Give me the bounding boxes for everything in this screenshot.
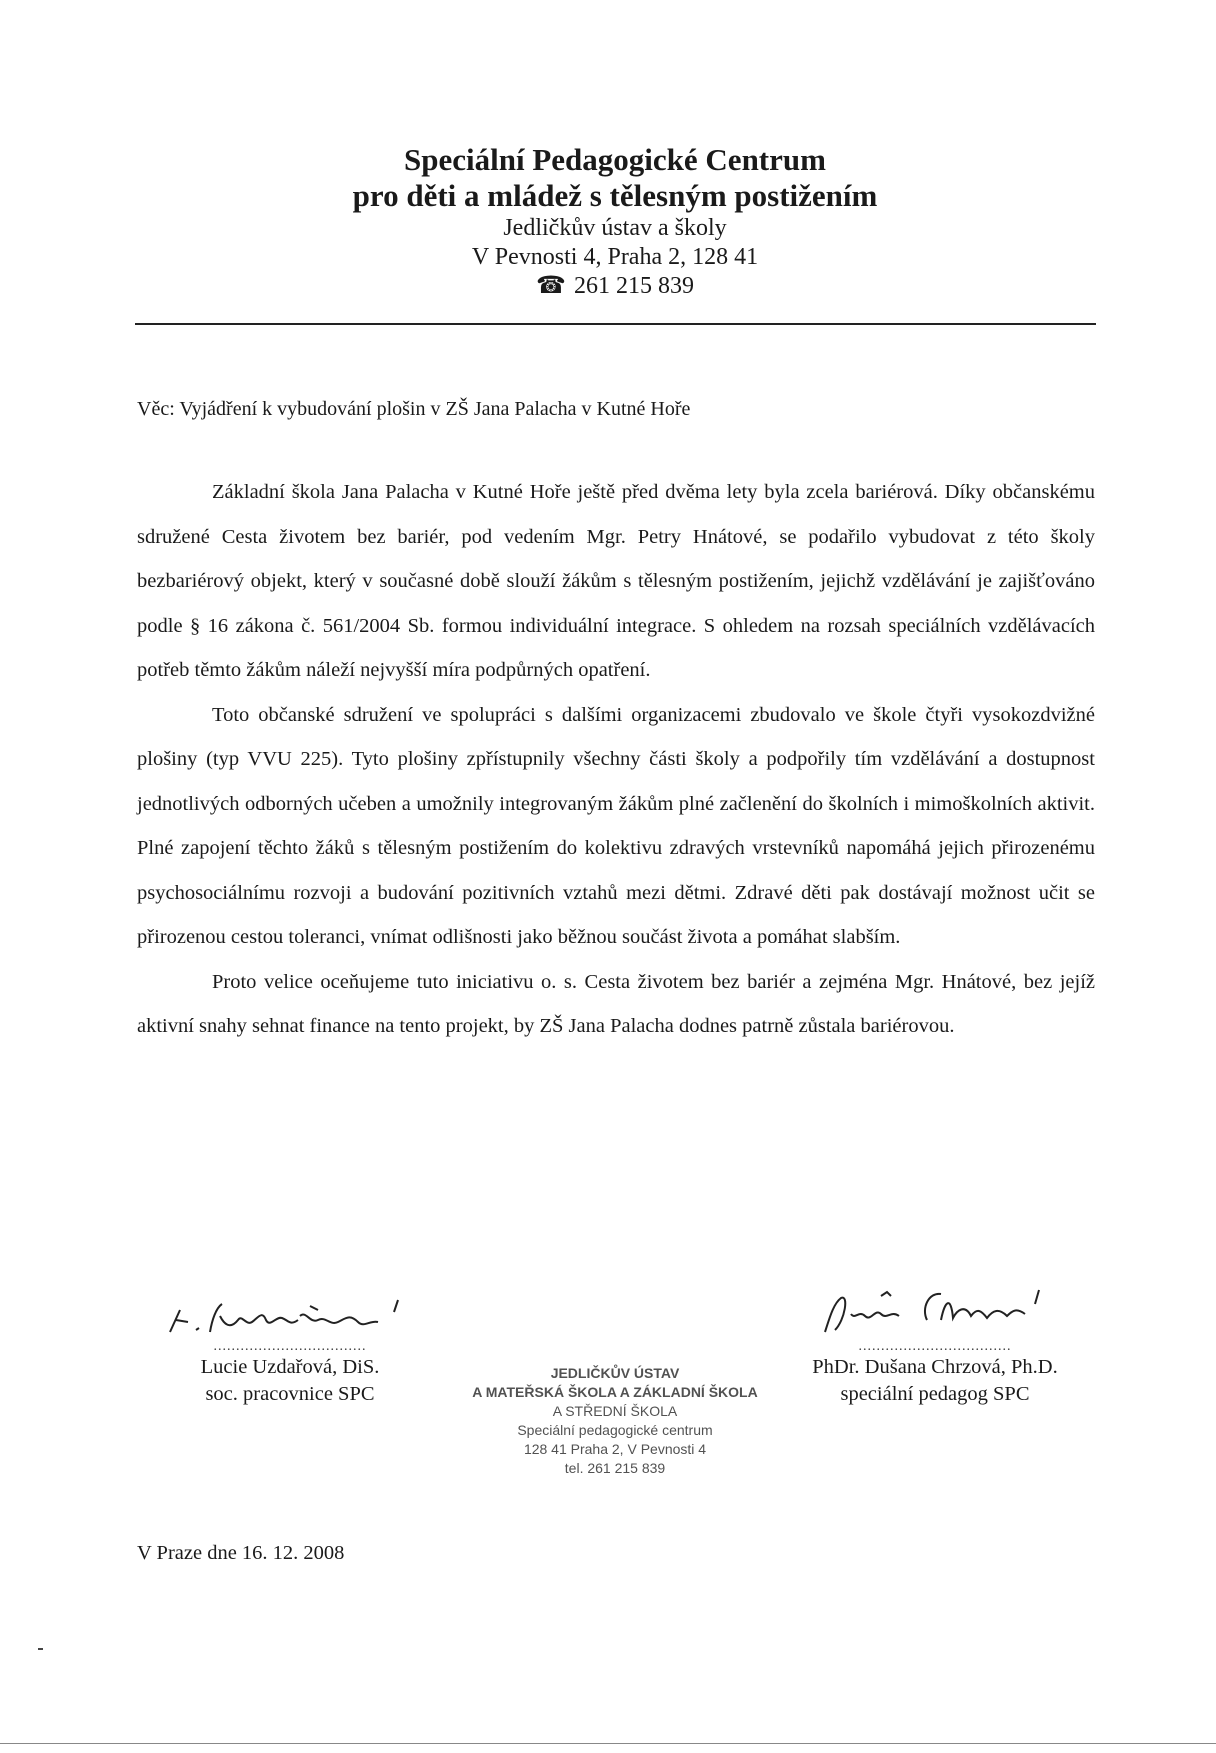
letterhead-institution: Jedličkův ústav a školy bbox=[503, 215, 727, 241]
telephone-icon: ☎ bbox=[536, 273, 566, 299]
letterhead-divider bbox=[135, 323, 1096, 325]
institution-stamp bbox=[440, 1364, 790, 1478]
signature-line-right: .................................. bbox=[858, 1339, 1012, 1354]
body-paragraph: Proto velice oceňujeme tuto iniciativu o. s. Cesta životem bez bariér a zejména Mgr. Hnátové, bez jejíž aktivní snahy sehnat finance na tento projekt, by ZŠ Jana Palacha dodnes patrně zůstala bariérovou. bbox=[137, 970, 1095, 1037]
handwritten-signature-right bbox=[795, 1280, 1075, 1340]
stamp-line: A STŘEDNÍ ŠKOLA bbox=[552, 1403, 678, 1419]
signature-line-left: .................................. bbox=[213, 1339, 367, 1354]
signature-block-right bbox=[770, 1280, 1100, 1408]
body-paragraph: Základní škola Jana Palacha v Kutné Hoře ještě před dvěma lety byla zcela bariérová. Díky občanskému sdružené Cesta životem bez bariér, pod vedením Mgr. Petry Hnátové, se podařilo vybudovat z této školy bezbariérový objekt, který v současné době slouží žákům s tělesným postižením, jejichž vzdělávání je zajišťováno podle § 16 zákona č. 561/2004 Sb. formou individuální integrace. S ohledem na rozsah speciálních vzdělávacích potřeb těmto žákům náleží nejvyšší míra podpůrných opatření. bbox=[137, 481, 1095, 681]
phone-number: 261 215 839 bbox=[573, 273, 694, 299]
stamp-line: JEDLIČKŮV ÚSTAV bbox=[550, 1365, 680, 1381]
subject-line: Věc: Vyjádření k vybudování plošin v ZŠ Jana Palacha v Kutné Hoře bbox=[137, 398, 691, 420]
stamp-line: Speciální pedagogické centrum bbox=[517, 1422, 713, 1438]
letterhead bbox=[135, 142, 1095, 301]
stamp-line: 128 41 Praha 2, V Pevnosti 4 bbox=[523, 1441, 707, 1457]
signatory-name-right: PhDr. Dušana Chrzová, Ph.D. bbox=[812, 1356, 1058, 1378]
scan-speck bbox=[38, 1648, 43, 1650]
page-bottom-edge bbox=[0, 1743, 1216, 1744]
letterhead-org-name: Speciální Pedagogické Centrum bbox=[404, 142, 826, 177]
letterhead-phone bbox=[135, 272, 1095, 301]
stamp-line: tel. 261 215 839 bbox=[564, 1460, 666, 1476]
body-paragraph: Toto občanské sdružení ve spolupráci s dalšími organizacemi zbudovalo ve škole čtyři vysokozdvižné plošiny (typ VVU 225). Tyto plošiny zpřístupnily všechny části školy a podpořily tím vzdělávání a dostupnost jednotlivých odborných učeben a umožnily integrovaným žákům plné začlenění do školních i mimoškolních aktivit. Plné zapojení těchto žáků s tělesným postižením do kolektivu zdravých vrstevníků napomáhá jejich přirozenému psychosociálnímu rozvoji a budování pozitivních vztahů mezi dětmi. Zdravé děti pak dostávají možnost učit se přirozenou cestou toleranci, vnímat odlišnosti jako běžnou součást života a pomáhat slabším. bbox=[137, 703, 1095, 948]
signatory-role-left: soc. pracovnice SPC bbox=[205, 1383, 375, 1405]
letter-date: V Praze dne 16. 12. 2008 bbox=[137, 1542, 345, 1564]
stamp-line: A MATEŘSKÁ ŠKOLA A ZÁKLADNÍ ŠKOLA bbox=[472, 1384, 758, 1400]
letterhead-org-subtitle: pro děti a mládež s tělesným postižením bbox=[352, 178, 878, 213]
letter-body bbox=[137, 470, 1095, 1049]
signatory-name-left: Lucie Uzdařová, DiS. bbox=[200, 1356, 380, 1378]
handwritten-signature-left bbox=[150, 1290, 430, 1340]
letterhead-address: V Pevnosti 4, Praha 2, 128 41 bbox=[471, 244, 759, 270]
signatory-role-right: speciální pedagog SPC bbox=[840, 1383, 1030, 1405]
signature-block-left bbox=[130, 1290, 450, 1408]
